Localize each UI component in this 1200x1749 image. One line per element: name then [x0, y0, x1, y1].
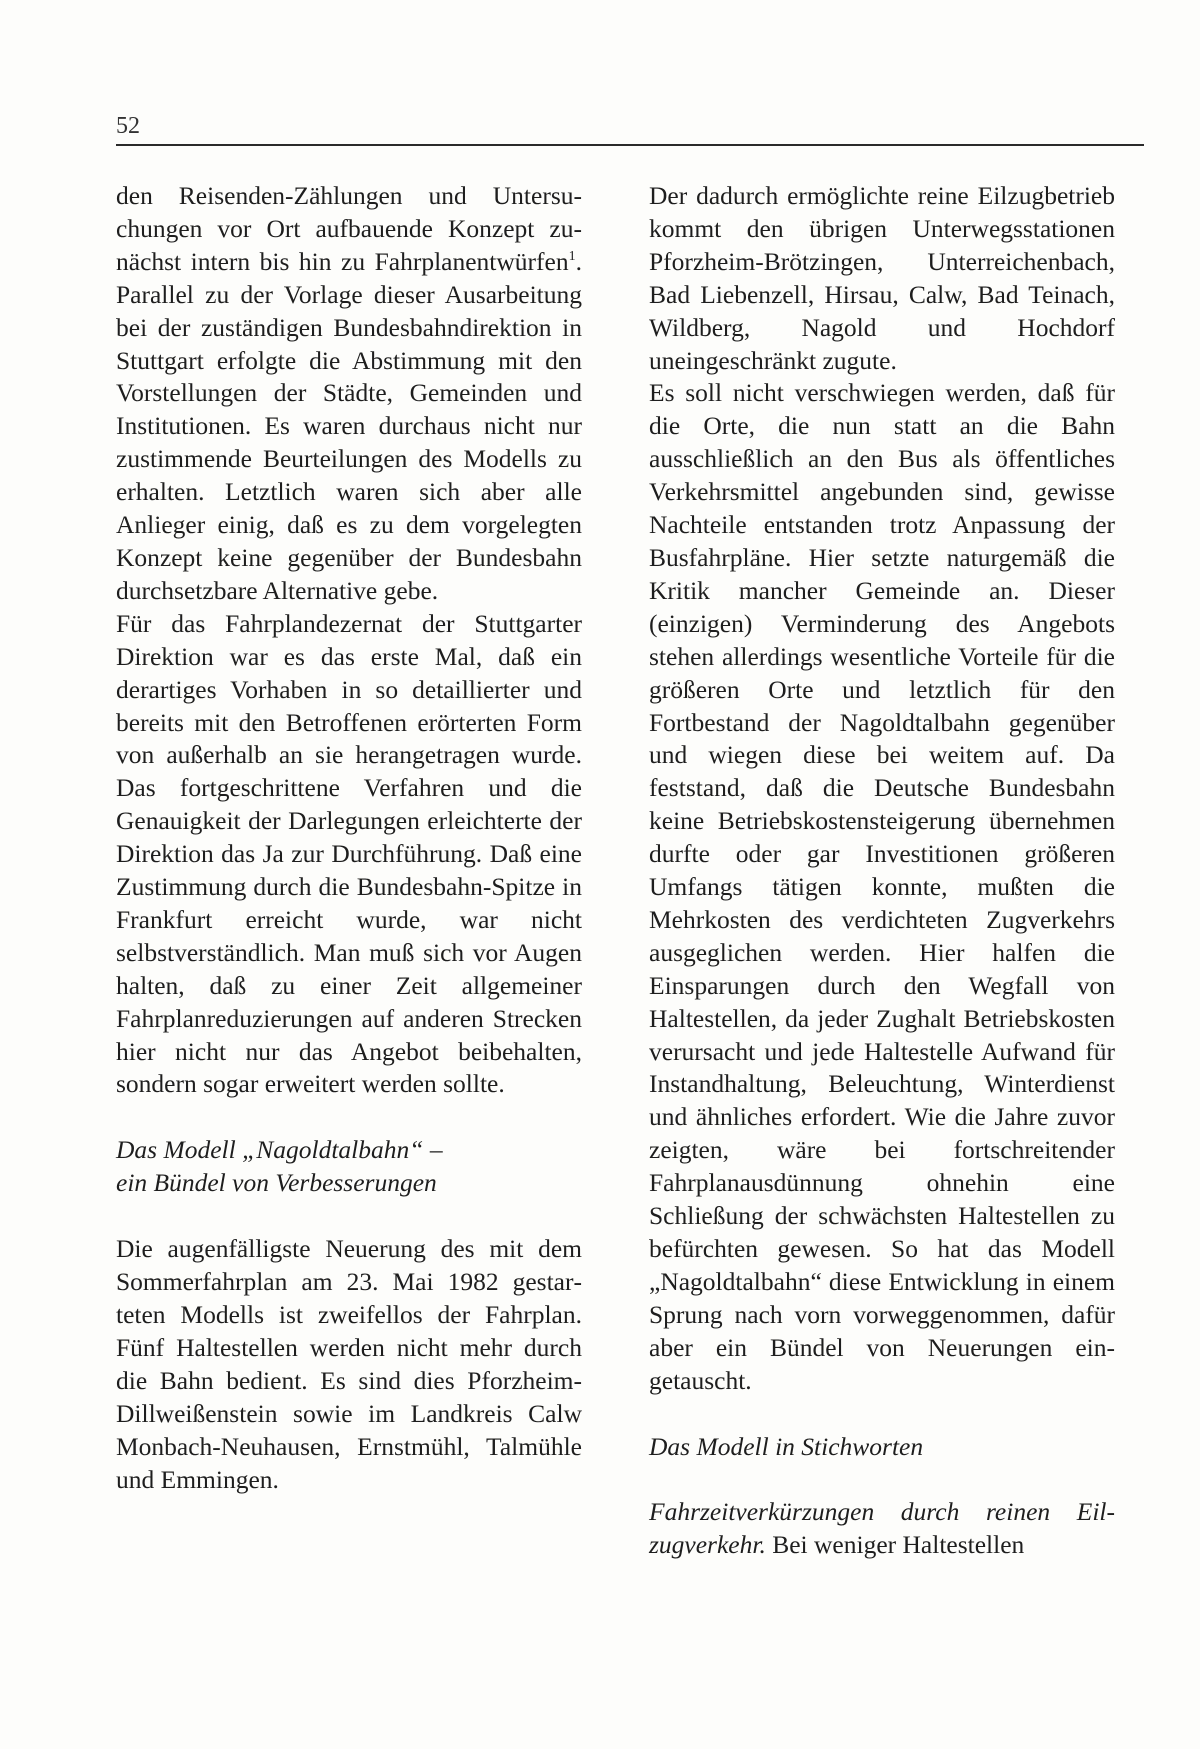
left-paragraph-1-text-a: den Reisenden-Zählungen und Untersuchungen vor Ort aufbauende Konzept zunächst intern bis hin zu Fahrplanentwürfen	[116, 181, 582, 276]
right-column	[649, 180, 1115, 1562]
section-heading-line-2: ein Bündel von Verbesserungen	[116, 1168, 437, 1198]
section-heading-stichworten: Das Modell in Stichworten	[649, 1431, 924, 1461]
spacer	[116, 1200, 582, 1233]
right-paragraph-1: Der dadurch ermöglichte reine Eilzugbetrieb kommt den übrigen Unterwegsstationen Pforzheim-Brötzingen, Unterreichenbach, Bad Liebenzell, Hirsau, Calw, Bad Teinach, Wildberg, Nagold und Hochdorf uneingeschränkt zugute.	[649, 181, 1115, 375]
right-paragraph-3-rest: Bei weniger Haltestellen	[765, 1530, 1025, 1560]
left-paragraph-1	[116, 180, 582, 608]
spacer	[116, 1101, 582, 1134]
footnote-marker: 1	[568, 248, 576, 264]
header-rule	[116, 144, 1144, 146]
spacer	[649, 1398, 1115, 1431]
page-number: 52	[116, 113, 140, 139]
left-column	[116, 180, 582, 1496]
right-paragraph-2: Es soll nicht verschwiegen werden, daß für die Orte, die nun statt an die Bahn ausschließlich an den Bus als öffentliches Verkehrsmittel angebunden sind, gewisse Nachteile entstanden trotz Anpassung der Busfahrpläne. Hier setzte naturgemäß die Kritik mancher Gemeinde an. Dieser (einzigen) Verminderung des Angebots stehen allerdings wesentliche Vorteile für die größeren Orte und letztlich für den Fortbestand der Nagoldtalbahn gegenüber und wiegen diese bei weitem auf. Da feststand, daß die Deutsche Bundesbahn keine Betriebskostensteigerung übernehmen durfte oder gar Investitionen größeren Umfangs tätigen konnte, mußten die Mehrkosten des verdichteten Zugverkehrs ausgeglichen werden. Hier halfen die Einsparungen durch den Wegfall von Haltestellen, da jeder Zughalt Betriebskosten verursacht und jede Haltestelle Aufwand für Instandhaltung, Beleuchtung, Winterdienst und ähnliches erfordert. Wie die Jahre zuvor zeigten, wäre bei fortschreitender Fahrplanausdünnung ohnehin eine Schließung der schwächsten Haltestellen zu befürchten gewesen. So hat das Modell „Nagoldtalbahn“ diese Entwicklung in einem Sprung nach vorn vorweggenommen, dafür aber ein Bündel von Neuerungen eingetauscht.	[649, 378, 1115, 1395]
spacer	[649, 1463, 1115, 1496]
section-heading-line-1: Das Modell „Nagoldtalbahn“ –	[116, 1135, 443, 1165]
right-paragraph-3-italic: Fahrzeitverkürzungen durch reinen Eilzugverkehr.	[649, 1497, 1115, 1560]
right-paragraph-3	[649, 1496, 1115, 1562]
left-paragraph-1-text-b: . Parallel zu der Vorlage dieser Ausarbeitung bei der zuständigen Bundesbahndirektion in Stuttgart erfolgte die Abstimmung mit den Vorstellungen der Städte, Gemeinden und Institutionen. Es waren durchaus nicht nur zustimmende Beurteilungen des Modells zu erhalten. Letztlich waren sich aber alle Anlieger einig, daß es zu dem vorgelegten Konzept keine gegenüber der Bundesbahn durchsetzbare Alternative gebe.	[116, 246, 582, 605]
left-paragraph-3: Die augenfälligste Neuerung des mit dem Sommerfahrplan am 23. Mai 1982 gestarteten Modells ist zweifellos der Fahrplan. Fünf Haltestellen werden nicht mehr durch die Bahn bedient. Es sind dies Pforzheim-Dillweißenstein sowie im Landkreis Calw Monbach-Neuhausen, Ernstmühl, Talmühle und Emmingen.	[116, 1234, 582, 1494]
left-paragraph-2: Für das Fahrplandezernat der Stuttgarter Direktion war es das erste Mal, daß ein derartiges Vorhaben in so detaillierter und bereits mit den Betroffenen erörterten Form von außerhalb an sie herangetragen wurde. Das fortgeschrittene Verfahren und die Genauigkeit der Darlegungen erleichterte der Direktion das Ja zur Durchführung. Daß eine Zustimmung durch die Bundesbahn-Spitze in Frankfurt erreicht wurde, war nicht selbstverständlich. Man muß sich vor Augen halten, daß zu einer Zeit allgemeiner Fahrplanreduzierungen auf anderen Strecken hier nicht nur das Angebot beibehalten, sondern sogar erweitert werden sollte.	[116, 608, 582, 1099]
